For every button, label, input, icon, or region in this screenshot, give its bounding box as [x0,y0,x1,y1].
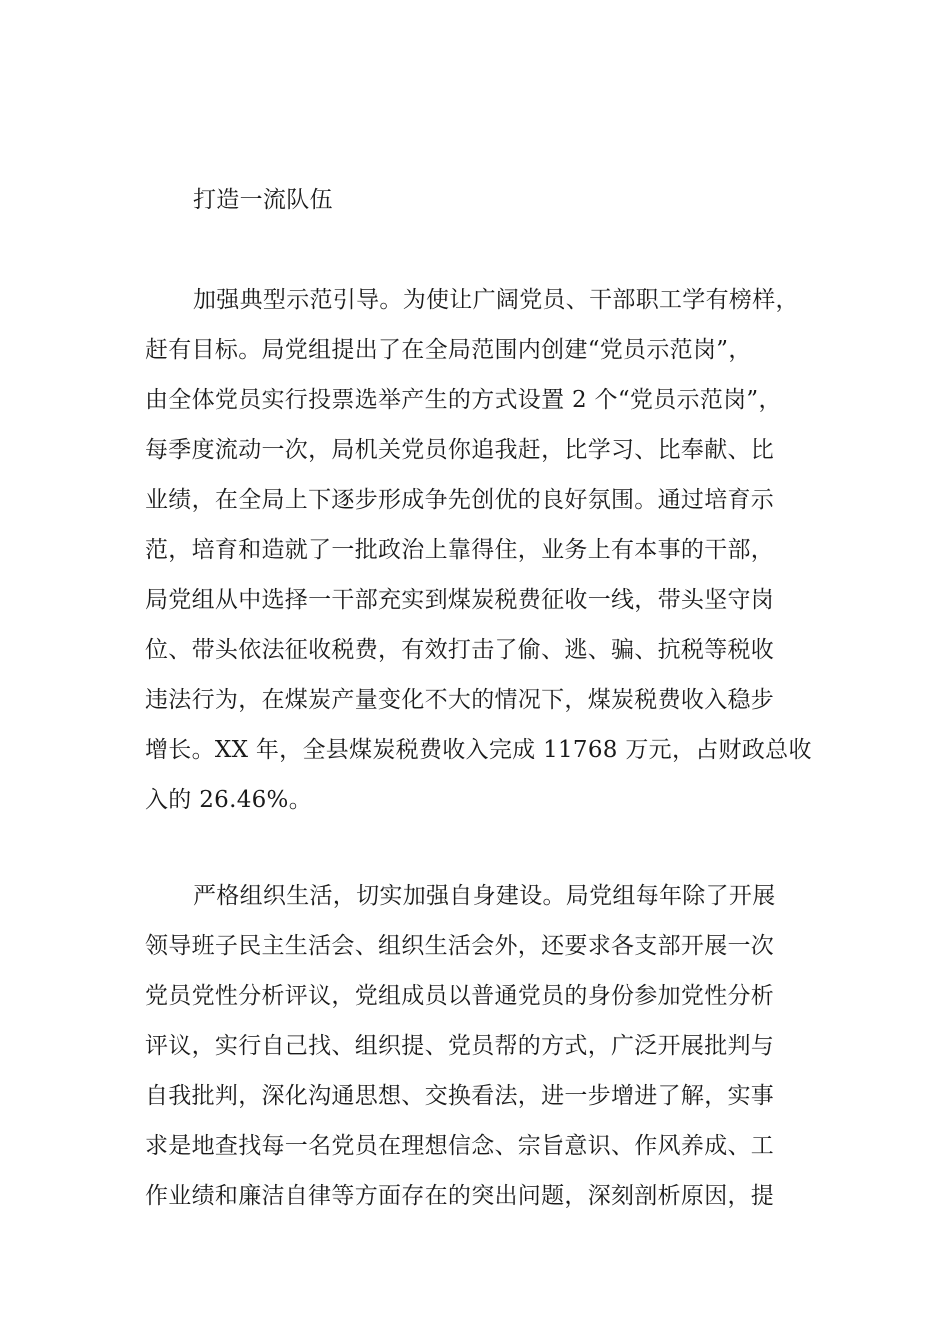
paragraph-line: 业绩，在全局上下逐步形成争先创优的良好氛围。通过培育示 [145,487,775,513]
section-heading: 打造一流队伍 [193,187,333,213]
paragraph-line: 由全体党员实行投票选举产生的方式设置 2 个“党员示范岗”， [145,387,782,413]
paragraph-line: 作业绩和廉洁自律等方面存在的突出问题，深刻剖析原因，提 [145,1183,775,1209]
paragraph-line: 自我批判，深化沟通思想、交换看法，进一步增进了解，实事 [145,1083,775,1109]
paragraph-line: 严格组织生活，切实加强自身建设。局党组每年除了开展 [193,883,776,909]
paragraph-line: 范，培育和造就了一批政治上靠得住，业务上有本事的干部， [145,537,775,563]
paragraph-line: 赶有目标。局党组提出了在全局范围内创建“党员示范岗”， [145,337,752,363]
paragraph-line: 党员党性分析评议，党组成员以普通党员的身份参加党性分析 [145,983,775,1009]
paragraph-line: 评议，实行自己找、组织提、党员帮的方式，广泛开展批判与 [145,1033,775,1059]
paragraph-line: 位、带头依法征收税费，有效打击了偷、逃、骗、抗税等税收 [145,637,775,663]
paragraph-line: 加强典型示范引导。为使让广阔党员、干部职工学有榜样， [193,287,799,313]
paragraph-line: 增长。XX 年，全县煤炭税费收入完成 11768 万元，占财政总收 [145,737,812,763]
paragraph-line: 每季度流动一次，局机关党员你追我赶，比学习、比奉献、比 [145,437,775,463]
paragraph-line: 入的 26.46%。 [145,787,313,813]
paragraph-line: 违法行为，在煤炭产量变化不大的情况下，煤炭税费收入稳步 [145,687,775,713]
paragraph-line: 领导班子民主生活会、组织生活会外，还要求各支部开展一次 [145,933,775,959]
paragraph-line: 局党组从中选择一干部充实到煤炭税费征收一线，带头坚守岗 [145,587,775,613]
paragraph-line: 求是地查找每一名党员在理想信念、宗旨意识、作风养成、工 [145,1133,775,1159]
